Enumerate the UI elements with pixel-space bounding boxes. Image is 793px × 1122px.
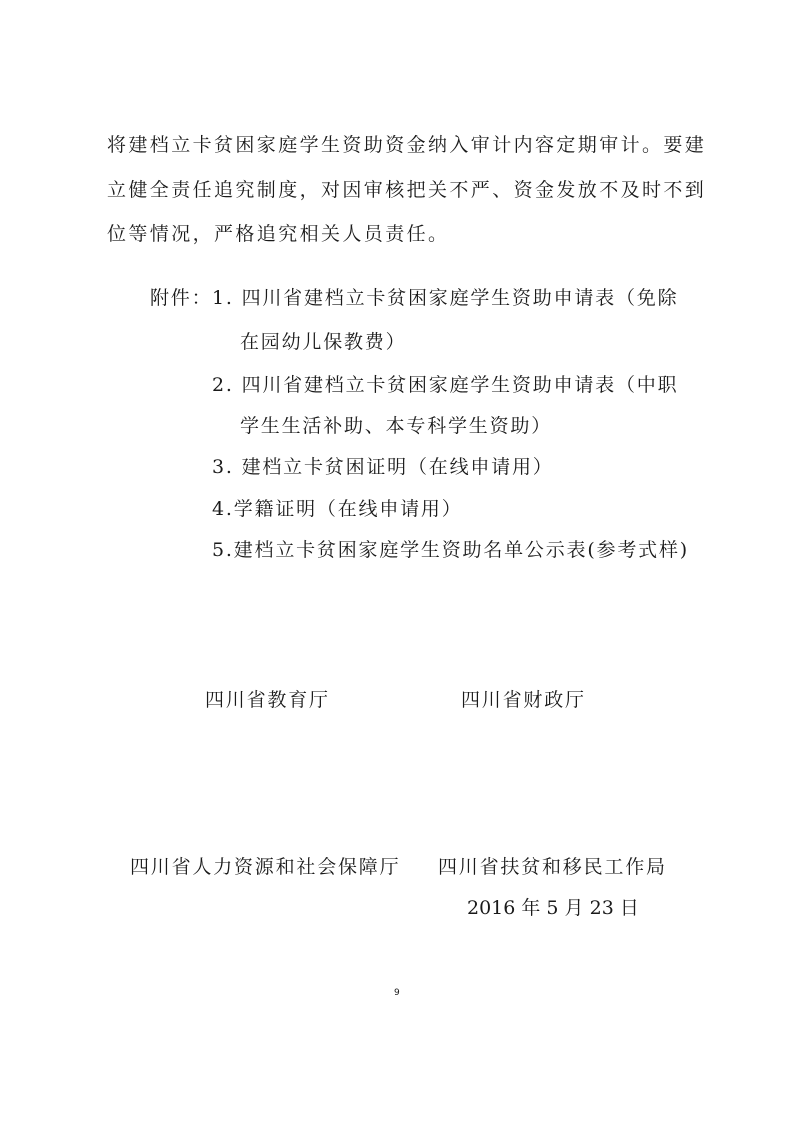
paragraph-line-1: 将建档立卡贫困家庭学生资助资金纳入审计内容定期审计。要建: [107, 134, 707, 156]
paragraph-line-3: 位等情况，严格追究相关人员责任。: [107, 223, 450, 245]
paragraph-line-2: 立健全责任追究制度，对因审核把关不严、资金发放不及时不到: [107, 179, 707, 201]
attachment-5: 5.建档立卡贫困家庭学生资助名单公示表(参考式样): [212, 539, 689, 561]
attachment-4: 4.学籍证明（在线申请用）: [212, 498, 463, 520]
attachment-3: 3. 建档立卡贫困证明（在线申请用）: [212, 456, 554, 478]
page-number: 9: [394, 988, 400, 998]
attachment-2-line-1: 2. 四川省建档立卡贫困家庭学生资助申请表（中职: [212, 374, 679, 396]
document-date: 2016 年 5 月 23 日: [467, 897, 639, 919]
signatory-hr-dept: 四川省人力资源和社会保障厅: [130, 856, 401, 878]
attachments-label: 附件：: [150, 287, 213, 309]
attachment-1-line-2: 在园幼儿保教费）: [240, 331, 407, 353]
attachment-1-line-1: 1. 四川省建档立卡贫困家庭学生资助申请表（免除: [212, 287, 679, 309]
attachment-2-line-2: 学生生活补助、本专科学生资助）: [240, 415, 553, 437]
signatory-finance-dept: 四川省财政厅: [461, 689, 586, 711]
signatory-education-dept: 四川省教育厅: [205, 689, 330, 711]
signatory-poverty-dept: 四川省扶贫和移民工作局: [438, 856, 667, 878]
